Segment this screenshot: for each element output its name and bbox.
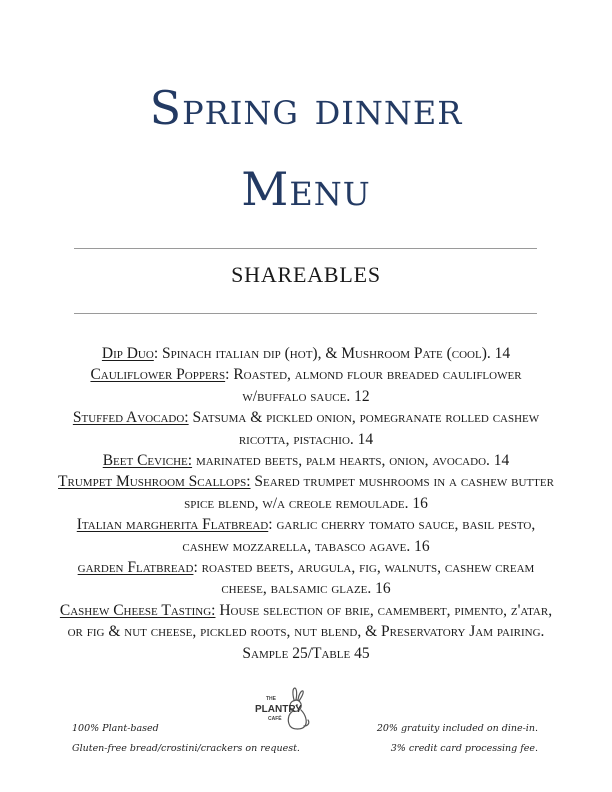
footer-gratuity: 20% gratuity included on dine-in.: [376, 723, 538, 734]
menu-item-desc: Roasted, almond flour breaded cauliflower w/buffalo sauce. 12: [229, 366, 522, 405]
menu-item-name: Cashew Cheese Tasting:: [59, 601, 216, 619]
footer-card-fee: 3% credit card processing fee.: [390, 743, 538, 754]
section-heading: SHAREABLES: [231, 262, 381, 287]
menu-item-name: garden Flatbread: [77, 559, 194, 577]
menu-title-line2: Menu: [241, 162, 371, 216]
menu-item-name: Beet Ceviche:: [102, 452, 193, 470]
plantry-cafe-logo: [252, 686, 318, 732]
menu-item-name: Trumpet Mushroom Scallops:: [58, 473, 251, 491]
menu-item: garden Flatbread: roasted beets, arugula, fig, walnuts, cashew cream cheese, balsamic glaze. 16: [77, 559, 535, 598]
menu-item-desc: House selection of brie, camembert, pimento, z'atar, or fig & nut cheese, pickled roots, nut blend, & Preservatory Jam pairing. Sample 25/Table 45: [67, 601, 553, 662]
menu-item-desc: garlic cherry tomato sauce, basil pesto, cashew mozzarella, tabasco agave. 16: [182, 516, 536, 555]
menu-item: Dip Duo: Spinach italian dip (hot), & Mushroom Pate (cool). 14: [101, 345, 511, 362]
menu-title-line1: Spring dinner: [149, 81, 463, 135]
footer-gluten-free: Gluten-free bread/crostini/crackers on request.: [72, 743, 300, 754]
footer-right: [377, 719, 538, 759]
menu-item: [58, 407, 554, 450]
rabbit-logo-icon: [252, 686, 318, 732]
menu-item-desc: marinated beets, palm hearts, onion, avocado. 14: [192, 452, 510, 470]
logo-text-plantry: PLANTRY: [255, 704, 302, 715]
menu-item-desc: Spinach italian dip (hot), & Mushroom Pate (cool). 14: [158, 345, 511, 362]
menu-item: [58, 471, 554, 514]
menu-item-desc: Seared trumpet mushrooms in a cashew butter spice blend, w/a creole remoulade. 16: [184, 473, 554, 512]
menu-item: Cauliflower Poppers: Roasted, almond flour breaded cauliflower w/buffalo sauce. 12: [90, 366, 522, 405]
menu-items: [58, 343, 554, 664]
logo-text-cafe: CAFÉ: [268, 716, 282, 722]
footer-plant-based: 100% Plant-based: [72, 723, 159, 734]
menu-item-name: Dip Duo: [101, 345, 154, 362]
menu-item-desc: roasted beets, arugula, fig, walnuts, cashew cream cheese, balsamic glaze. 16: [197, 559, 535, 598]
menu-item: Italian margherita Flatbread: garlic cherry tomato sauce, basil pesto, cashew mozzarella, tabasco agave. 16: [76, 516, 536, 555]
divider-top: [74, 248, 537, 249]
logo-text-the: THE: [266, 696, 276, 702]
menu-item: [58, 600, 554, 664]
menu-item-desc: Satsuma & pickled onion, pomegranate rolled cashew ricotta, pistachio. 14: [188, 409, 540, 448]
menu-item-name: Cauliflower Poppers: [90, 366, 226, 384]
divider-bottom: [74, 313, 537, 314]
menu-item-name: Stuffed Avocado:: [72, 409, 189, 427]
menu-item: [58, 450, 554, 471]
menu-item-name: Italian margherita Flatbread: [76, 516, 269, 534]
